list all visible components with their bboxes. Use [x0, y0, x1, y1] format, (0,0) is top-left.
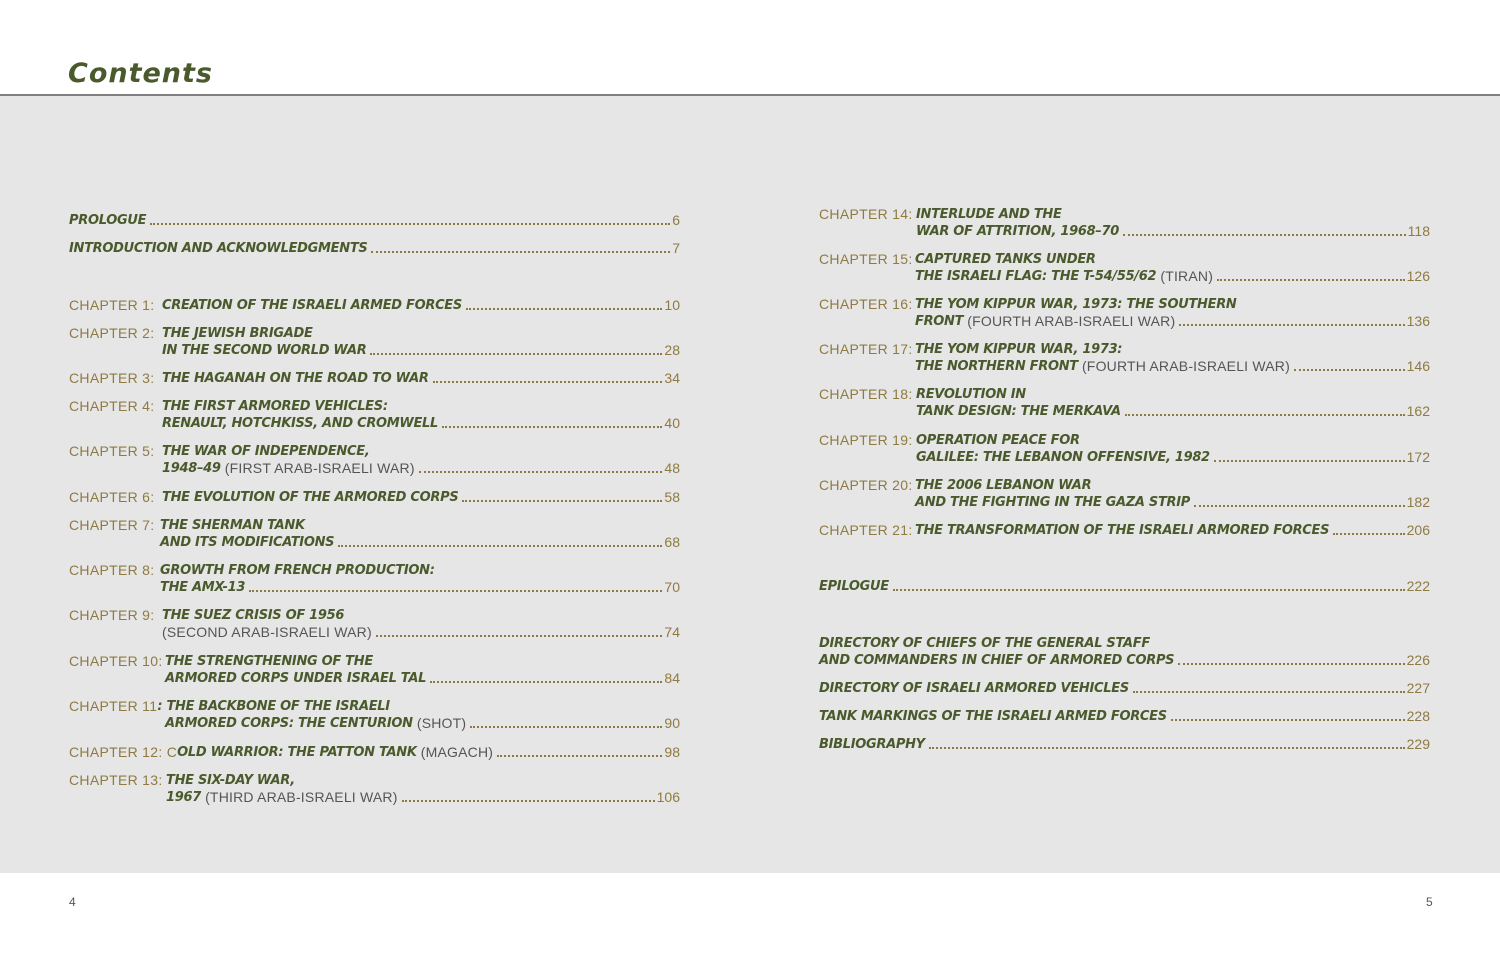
page-number: 84 [664, 670, 680, 686]
dot-leader [1125, 414, 1405, 416]
entry-title: BIBLIOGRAPHY [819, 737, 925, 752]
chapter-title-line-1: CAPTURED TANKS UNDER [915, 252, 1096, 267]
chapter-title-line-2: GALILEE: THE LEBANON OFFENSIVE, 1982 [916, 450, 1210, 465]
page-number: 74 [664, 624, 680, 640]
page-number: 126 [1406, 268, 1430, 284]
toc-entry-chapter-6[interactable] [69, 489, 680, 506]
dot-leader [150, 223, 670, 225]
chapter-subtitle: (FOURTH ARAB-ISRAELI WAR) [963, 313, 1176, 329]
page-number: 7 [672, 240, 680, 256]
chapter-title-line-2: TANK DESIGN: THE MERKAVA [916, 404, 1121, 419]
chapter-label: CHAPTER 7: [69, 517, 155, 533]
entry-title: INTRODUCTION AND ACKNOWLEDGMENTS [69, 241, 368, 256]
page-number: 136 [1406, 313, 1430, 329]
dot-leader [1194, 505, 1405, 507]
chapter-title-line-1: GROWTH FROM FRENCH PRODUCTION: [160, 563, 435, 578]
page-number: 226 [1406, 652, 1430, 668]
chapter-title-line-1: OPERATION PEACE FOR [916, 433, 1080, 448]
page-number: 34 [664, 370, 680, 386]
chapter-label: CHAPTER 16: [819, 296, 913, 312]
toc-entry-directory-vehicles[interactable] [819, 680, 1430, 697]
page-number: 10 [664, 297, 680, 313]
page-number: 70 [664, 579, 680, 595]
toc-entry-prologue[interactable] [69, 212, 680, 229]
toc-entry-epilogue[interactable] [819, 578, 1430, 595]
toc-entry-chapter-11[interactable] [69, 698, 680, 732]
chapter-title-line-2: AND THE FIGHTING IN THE GAZA STRIP [915, 495, 1191, 510]
chapter-title: THE EVOLUTION OF THE ARMORED CORPS [162, 490, 459, 505]
chapter-label: CHAPTER 3: [69, 370, 155, 386]
chapter-title-line-1: THE SIX-DAY WAR, [166, 773, 295, 788]
chapter-label: CHAPTER 15: [819, 251, 913, 267]
dot-leader [1179, 324, 1404, 326]
chapter-title: THE HAGANAH ON THE ROAD TO WAR [162, 371, 429, 386]
chapter-title: THE TRANSFORMATION OF THE ISRAELI ARMORED FORCES [915, 523, 1330, 538]
toc-entry-chapter-4[interactable] [69, 398, 680, 432]
toc-entry-chapter-2[interactable] [69, 325, 680, 359]
toc-entry-directory-chiefs[interactable] [819, 635, 1430, 669]
toc-entry-chapter-14[interactable] [819, 206, 1430, 240]
chapter-label: CHAPTER 11 [69, 698, 158, 714]
chapter-subtitle: (MAGACH) [416, 744, 494, 760]
chapter-title-line-2: RENAULT, HOTCHKISS, AND CROMWELL [162, 416, 439, 431]
chapter-title-line-2: IN THE SECOND WORLD WAR [162, 343, 367, 358]
chapter-title-line-2: FRONT [915, 314, 964, 329]
dot-leader [338, 545, 662, 547]
dot-leader [371, 251, 670, 253]
toc-entry-chapter-1[interactable] [69, 297, 680, 314]
page-number: 106 [656, 789, 680, 805]
entry-title-line-2: AND COMMANDERS IN CHIEF OF ARMORED CORPS [819, 653, 1175, 668]
chapter-label: CHAPTER 18: [819, 386, 913, 402]
toc-entry-chapter-21[interactable] [819, 522, 1430, 539]
chapter-title-line-2: THE AMX-13 [160, 580, 246, 595]
page-number: 90 [664, 715, 680, 731]
chapter-title: CREATION OF THE ISRAELI ARMED FORCES [162, 298, 462, 313]
chapter-label: CHAPTER 6: [69, 489, 155, 505]
page-number: 206 [1406, 522, 1430, 538]
dot-leader [433, 381, 663, 383]
chapter-title-line-1: REVOLUTION IN [916, 387, 1026, 402]
chapter-subtitle: (SECOND ARAB-ISRAELI WAR) [162, 624, 372, 640]
entry-title: DIRECTORY OF ISRAELI ARMORED VEHICLES [819, 681, 1129, 696]
chapter-title-line-1: THE FIRST ARMORED VEHICLES: [162, 399, 388, 414]
chapter-label: CHAPTER 14: [819, 206, 913, 222]
toc-entry-chapter-7[interactable] [69, 517, 680, 551]
dot-leader [893, 589, 1405, 591]
toc-entry-chapter-3[interactable] [69, 370, 680, 387]
dot-leader [370, 353, 662, 355]
chapter-title-line-1: : THE BACKBONE OF THE ISRAELI [157, 699, 390, 714]
dot-leader [466, 308, 662, 310]
chapter-label: CHAPTER 1: [69, 297, 155, 313]
dot-leader [497, 755, 662, 757]
chapter-title-line-2: AND ITS MODIFICATIONS [160, 535, 335, 550]
entry-title: TANK MARKINGS OF THE ISRAELI ARMED FORCES [819, 709, 1167, 724]
chapter-label: CHAPTER 8: [69, 562, 155, 578]
chapter-title-line-2: THE NORTHERN FRONT [915, 359, 1078, 374]
dot-leader [1133, 691, 1405, 693]
chapter-label: CHAPTER 5: [69, 443, 155, 459]
toc-entry-chapter-16[interactable] [819, 296, 1430, 330]
page-number: 227 [1406, 680, 1430, 696]
chapter-title-line-1: THE WAR OF INDEPENDENCE, [162, 444, 370, 459]
dot-leader [419, 471, 663, 473]
toc-entry-chapter-17[interactable] [819, 341, 1430, 375]
chapter-subtitle: (TIRAN) [1156, 268, 1214, 284]
chapter-title-line-1: THE YOM KIPPUR WAR, 1973: THE SOUTHERN [915, 297, 1237, 312]
page-number: 222 [1406, 578, 1430, 594]
entry-title: EPILOGUE [819, 579, 889, 594]
page-number: 229 [1406, 736, 1430, 752]
page-number: 118 [1407, 223, 1430, 239]
chapter-label: CHAPTER 20: [819, 477, 913, 493]
chapter-title-line-1: INTERLUDE AND THE [916, 207, 1062, 222]
page-number: 146 [1406, 358, 1430, 374]
chapter-title-line-2: WAR OF ATTRITION, 1968–70 [916, 224, 1120, 239]
chapter-label: CHAPTER 12: C [69, 744, 178, 760]
dot-leader [1178, 663, 1404, 665]
dot-leader [1171, 719, 1405, 721]
chapter-label: CHAPTER 4: [69, 398, 155, 414]
chapter-title-line-2: ARMORED CORPS: THE CENTURION [165, 716, 413, 731]
chapter-title-line-1: THE SHERMAN TANK [160, 518, 305, 533]
dot-leader [929, 747, 1405, 749]
page-number: 98 [664, 744, 680, 760]
toc-entry-chapter-9[interactable] [69, 607, 680, 641]
page-number: 58 [664, 489, 680, 505]
chapter-subtitle: (THIRD ARAB-ISRAELI WAR) [200, 789, 398, 805]
chapter-title-line-2: THE ISRAELI FLAG: THE T-54/55/62 [915, 269, 1157, 284]
page-number: 182 [1406, 494, 1430, 510]
page-number: 228 [1406, 708, 1430, 724]
page-number: 172 [1406, 449, 1430, 465]
dot-leader [402, 800, 655, 802]
chapter-title-line-2: 1967 [166, 790, 201, 805]
toc-entry-chapter-19[interactable] [819, 432, 1430, 466]
chapter-label: CHAPTER 21: [819, 522, 913, 538]
page-folio-left: 4 [69, 895, 76, 909]
page-title: Contents [68, 58, 214, 89]
chapter-label: CHAPTER 9: [69, 607, 155, 623]
page-number: 162 [1406, 403, 1430, 419]
entry-title-line-1: DIRECTORY OF CHIEFS OF THE GENERAL STAFF [819, 636, 1150, 651]
toc-entry-chapter-5[interactable] [69, 443, 680, 477]
toc-entry-bibliography[interactable] [819, 736, 1430, 753]
chapter-label: CHAPTER 10: [69, 653, 163, 669]
chapter-title-line-2: 1948–49 [162, 461, 221, 476]
dot-leader [430, 681, 662, 683]
dot-leader [249, 590, 662, 592]
chapter-label: CHAPTER 2: [69, 325, 155, 341]
chapter-subtitle: (FOURTH ARAB-ISRAELI WAR) [1077, 358, 1290, 374]
page-number: 40 [664, 415, 680, 431]
chapter-subtitle: (FIRST ARAB-ISRAELI WAR) [220, 460, 415, 476]
toc-entry-chapter-18[interactable] [819, 386, 1430, 420]
dot-leader [462, 500, 662, 502]
toc-entry-introduction[interactable] [69, 240, 680, 257]
chapter-title-line-2: ARMORED CORPS UNDER ISRAEL TAL [165, 671, 427, 686]
toc-entry-tank-markings[interactable] [819, 708, 1430, 725]
dot-leader [470, 726, 662, 728]
entry-title: PROLOGUE [69, 213, 147, 228]
dot-leader [442, 426, 662, 428]
dot-leader [376, 635, 663, 637]
dot-leader [1217, 279, 1405, 281]
page-number: 6 [672, 212, 680, 228]
chapter-title-line-1: THE YOM KIPPUR WAR, 1973: [915, 342, 1123, 357]
dot-leader [1214, 460, 1405, 462]
dot-leader [1294, 369, 1405, 371]
page-folio-right: 5 [1426, 895, 1433, 909]
chapter-label: CHAPTER 19: [819, 432, 913, 448]
page-number: 48 [664, 460, 680, 476]
toc-entry-chapter-10[interactable] [69, 653, 680, 687]
toc-entry-chapter-13[interactable] [69, 772, 680, 806]
chapter-title-line-1: THE JEWISH BRIGADE [162, 326, 313, 341]
chapter-subtitle: (SHOT) [412, 715, 467, 731]
chapter-title-line-1: THE 2006 LEBANON WAR [915, 478, 1092, 493]
page-number: 68 [664, 534, 680, 550]
dot-leader [1333, 533, 1404, 535]
chapter-label: CHAPTER 13: [69, 772, 163, 788]
dot-leader [1123, 234, 1406, 236]
chapter-title-line-1: THE STRENGTHENING OF THE [165, 654, 373, 669]
toc-entry-chapter-12[interactable] [69, 744, 680, 761]
page-number: 28 [664, 342, 680, 358]
toc-entry-chapter-20[interactable] [819, 477, 1430, 511]
toc-entry-chapter-15[interactable] [819, 251, 1430, 285]
chapter-label: CHAPTER 17: [819, 341, 913, 357]
chapter-title-line-1: THE SUEZ CRISIS OF 1956 [162, 608, 345, 623]
toc-entry-chapter-8[interactable] [69, 562, 680, 596]
chapter-title: OLD WARRIOR: THE PATTON TANK [177, 745, 417, 760]
